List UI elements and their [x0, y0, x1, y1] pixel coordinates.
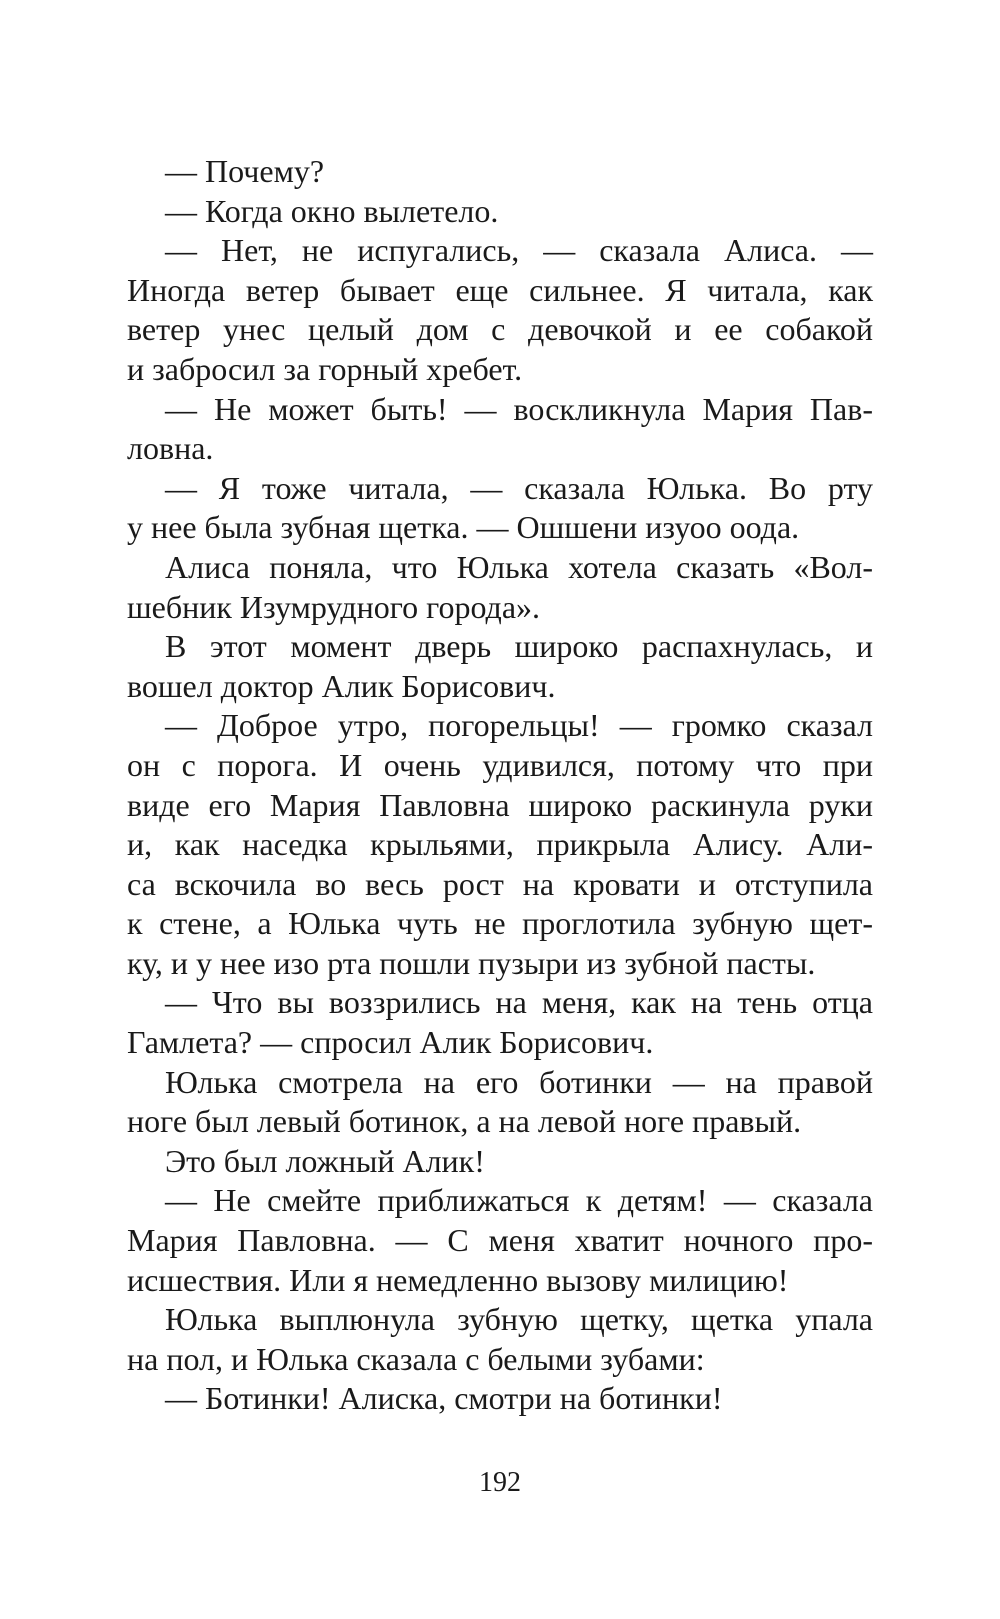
text-line: — Не смейте приближаться к детям! — сказала	[165, 1182, 873, 1219]
text-line: и забросил за горный хребет.	[127, 350, 523, 387]
text-line: виде его Мария Павловна широко раскинула руки	[127, 786, 873, 823]
text-line: Мария Павловна. — С меня хватит ночного про-	[127, 1222, 873, 1259]
text-line: ку, и у нее изо рта пошли пузыри из зубной пасты.	[127, 944, 816, 981]
text-line: у нее была зубная щетка. — Ошшени изуоо оода.	[127, 509, 800, 546]
text-line: В этот момент дверь широко распахнулась, и	[165, 628, 873, 665]
text-line: к стене, а Юлька чуть не проглотила зубную щет-	[127, 905, 873, 942]
text-line: — Не может быть! — воскликнула Мария Пав-	[165, 390, 873, 427]
text-line: Алиса поняла, что Юлька хотела сказать «Вол-	[165, 548, 873, 585]
text-line: — Почему?	[165, 153, 325, 189]
text-line: исшествия. Или я немедленно вызову милицию!	[127, 1261, 789, 1298]
text-line: — Нет, не испугались, — сказала Алиса. —	[165, 232, 873, 269]
text-line: Это был ложный Алик!	[165, 1142, 485, 1179]
text-line: Юлька выплюнула зубную щетку, щетка упала	[165, 1301, 873, 1338]
text-line: вошел доктор Алик Борисович.	[127, 667, 556, 704]
text-line: Гамлета? — спросил Алик Борисович.	[127, 1024, 654, 1061]
text-line: — Доброе утро, погорельцы! — громко сказал	[165, 707, 873, 744]
body-text	[127, 152, 873, 1419]
text-line: на пол, и Юлька сказала с белыми зубами:	[127, 1340, 705, 1377]
page-number: 192	[479, 1467, 521, 1498]
text-line: ноге был левый ботинок, а на левой ноге правый.	[127, 1103, 802, 1140]
text-line: — Что вы воззрились на меня, как на тень отца	[165, 984, 873, 1021]
text-line: Юлька смотрела на его ботинки — на правой	[165, 1063, 873, 1100]
text-line: — Я тоже читала, — сказала Юлька. Во рту	[165, 469, 873, 506]
text-line: шебник Изумрудного города».	[127, 588, 541, 625]
text-line: ветер унес целый дом с девочкой и ее собакой	[127, 311, 873, 348]
text-line: са вскочила во весь рост на кровати и отступила	[127, 865, 873, 902]
text-line: — Ботинки! Алиска, смотри на ботинки!	[165, 1380, 723, 1417]
text-line: и, как наседка крыльями, прикрыла Алису. Али-	[127, 826, 873, 863]
text-line: Иногда ветер бывает еще сильнее. Я читала, как	[127, 271, 873, 308]
text-line: ловна.	[127, 430, 214, 467]
text-line: — Когда окно вылетело.	[165, 192, 499, 229]
text-line: он с порога. И очень удивился, потому что при	[127, 746, 873, 783]
